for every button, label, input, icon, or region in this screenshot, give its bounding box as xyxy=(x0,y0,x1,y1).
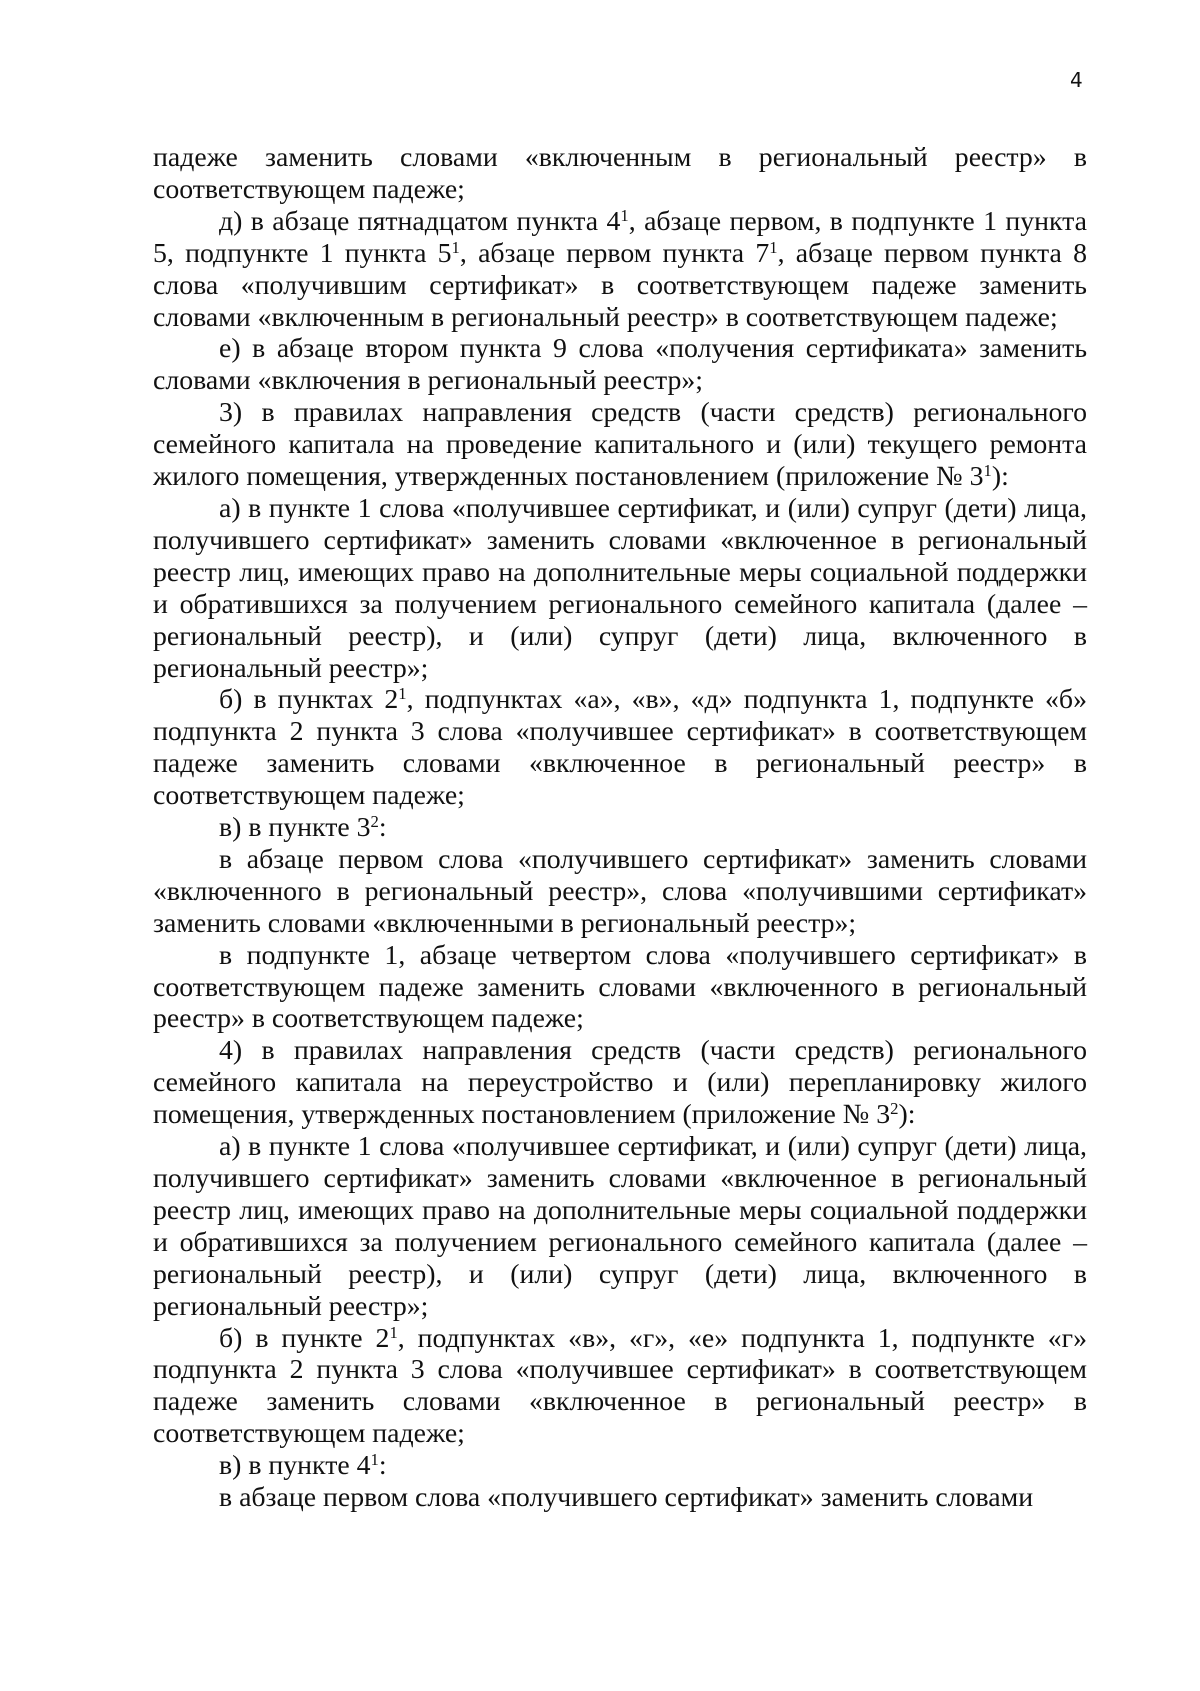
paragraph xyxy=(153,493,1087,684)
paragraph-text: , подпунктах «а», «в», «д» подпункта 1, подпункте «б» подпункта 2 пункта 3 слова «получившее сертификат» в соответствующем падеже заменить словами «включенное в региональный реестр» в соответствующем падеже; xyxy=(153,684,1087,812)
paragraph-text: падеже заменить словами «включенным в региональный реестр» в соответствующем падеже; xyxy=(153,142,1087,205)
paragraph-text: в абзаце первом слова «получившего сертификат» заменить словами xyxy=(219,1482,1034,1514)
paragraph-text: 4) в правилах направления средств (части средств) регионального семейного капитала на переустройство и (или) перепланировку жилого помещения, утвержденных постановлением (приложение № 3 xyxy=(153,1035,1087,1131)
paragraph-text: 3) в правилах направления средств (части средств) регионального семейного капитала на проведение капитального и (или) текущего ремонта жилого помещения, утвержденных постановлением (приложение № 3 xyxy=(153,397,1087,493)
paragraph-text: в абзаце первом слова «получившего сертификат» заменить словами «включенного в региональный реестр», слова «получившими сертификат» заменить словами «включенными в региональный реестр»; xyxy=(153,843,1087,939)
paragraph-text: е) в абзаце втором пункта 9 слова «получения сертификата» заменить словами «включения в региональный реестр»; xyxy=(153,333,1087,397)
paragraph xyxy=(153,812,1087,844)
paragraph-text: а) в пункте 1 слова «получившее сертификат, и (или) супруг (дети) лица, получившего сертификат» заменить словами «включенное в региональный реестр лиц, имеющих право на дополнительные меры социальной поддержки и обратившихся за получением регионального семейного капитала (далее – региональный реестр), и (или) супруг (дети) лица, включенного в региональный реестр»; xyxy=(153,492,1087,684)
paragraph-text: : xyxy=(378,812,387,844)
superscript-index: 1 xyxy=(451,237,460,257)
paragraph xyxy=(153,684,1087,812)
paragraph xyxy=(153,940,1087,1036)
paragraph xyxy=(153,333,1087,397)
page-number: 4 xyxy=(1070,68,1083,92)
document-body xyxy=(153,142,1087,1514)
paragraph-text: , абзаце первом пункта 8 слова «получившим сертификат» в соответствующем падеже заменить словами «включенным в региональный реестр» в соответствующем падеже; xyxy=(153,237,1087,333)
paragraph xyxy=(153,1035,1087,1131)
superscript-index: 1 xyxy=(620,205,629,225)
paragraph-text: : xyxy=(378,1450,387,1482)
paragraph-text: а) в пункте 1 слова «получившее сертификат, и (или) супруг (дети) лица, получившего сертификат» заменить словами «включенное в региональный реестр лиц, имеющих право на дополнительные меры социальной поддержки и обратившихся за получением регионального семейного капитала (далее – региональный реестр), и (или) супруг (дети) лица, включенного в региональный реестр»; xyxy=(153,1131,1087,1322)
paragraph xyxy=(153,1450,1087,1482)
paragraph-text: , абзаце первом пункта 7 xyxy=(459,237,770,269)
superscript-index: 2 xyxy=(890,1099,899,1119)
paragraph xyxy=(153,1131,1087,1322)
superscript-index: 1 xyxy=(983,460,992,480)
superscript-index: 1 xyxy=(769,237,778,257)
paragraph xyxy=(153,142,1087,206)
paragraph xyxy=(153,844,1087,940)
paragraph xyxy=(153,1323,1087,1451)
paragraph-text: , абзаце первом, в подпункте 1 пункта 5, подпункте 1 пункта 5 xyxy=(153,205,1087,269)
paragraph-text: б) в пункте 2 xyxy=(219,1322,390,1354)
paragraph-text: б) в пунктах 2 xyxy=(219,684,399,716)
paragraph-text: , подпунктах «в», «г», «е» подпункта 1, подпункте «г» подпункта 2 пункта 3 слова «получившее сертификат» в соответствующем падеже заменить словами «включенное в региональный реестр» в соответствующем падеже; xyxy=(153,1322,1087,1450)
paragraph-text: в) в пункте 4 xyxy=(219,1450,371,1482)
superscript-index: 2 xyxy=(370,811,379,831)
paragraph-text: в) в пункте 3 xyxy=(219,812,371,844)
paragraph xyxy=(153,206,1087,334)
paragraph xyxy=(153,1482,1087,1514)
superscript-index: 1 xyxy=(389,1322,398,1342)
superscript-index: 1 xyxy=(398,684,407,704)
paragraph-text: в подпункте 1, абзаце четвертом слова «получившего сертификат» в соответствующем падеже заменить словами «включенного в региональный реестр» в соответствующем падеже; xyxy=(153,939,1087,1035)
paragraph xyxy=(153,397,1087,493)
paragraph-text: ): xyxy=(898,1099,916,1131)
superscript-index: 1 xyxy=(370,1449,379,1469)
paragraph-text: д) в абзаце пятнадцатом пункта 4 xyxy=(219,205,621,237)
paragraph-text: ): xyxy=(991,461,1009,493)
